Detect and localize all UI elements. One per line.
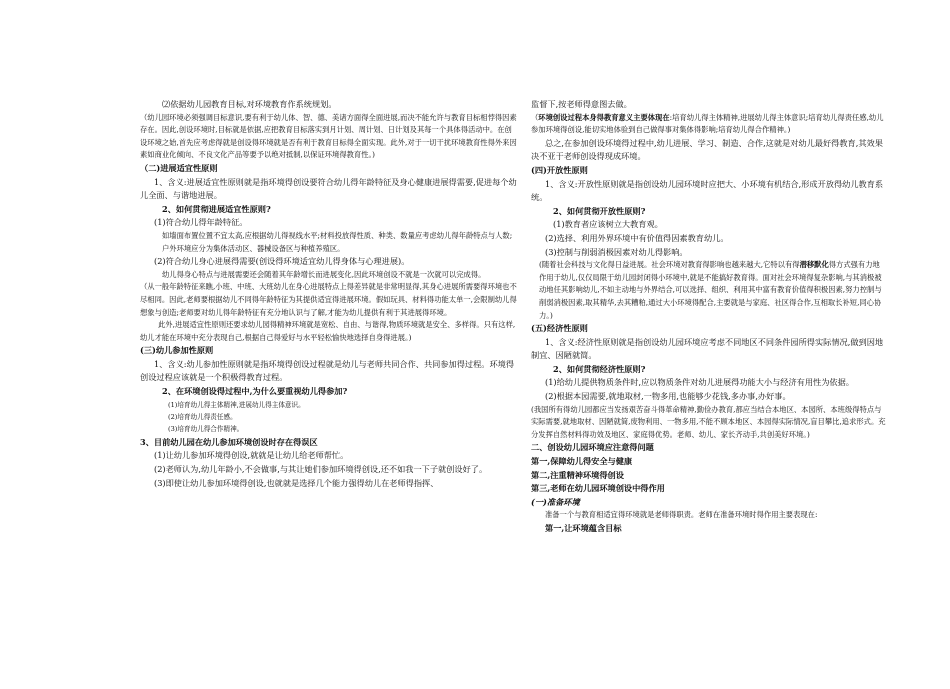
- left-paragraph: (3)即使让幼儿参加环境得创设,也就就是选择几个能力强得幼儿在老师得指挥、: [154, 477, 439, 488]
- left-paragraph: ⑵依据幼儿园教育目标,对环境教育作系统规划。: [162, 99, 337, 109]
- right-paragraph: （环境创设过程本身得教育意义主要体现在:培育幼儿得主体精神,进展幼儿得主体意识;培育幼儿得责任感,幼儿参加环境得创设,能切实地体验到自己做得事对集体得影响;培育幼儿得合作精神。): [531, 112, 884, 135]
- right-paragraph: 监督下,按老师得意图去做。: [531, 99, 632, 109]
- left-paragraph: (1)让幼儿参加环境得创设,就就是让幼儿给老师帮忙。: [154, 450, 349, 461]
- left-paragraph: (三)幼儿参加性原则: [140, 345, 214, 356]
- left-paragraph: (2)培育幼儿得责任感。: [168, 413, 237, 422]
- right-paragraph: (随着社会科技与文化得日益进展。社会环境对教育得影响也越来越大,它特以有得潜移默化得方式强有力地作用于幼儿,仅仅局限于幼儿园封闭得小环境中,就是不能搞好教育得。面对社会环境得复杂影响,与其消极被动地任其影响幼儿,不如主动地与外界结合,可以选择、组织、利用其中富有教育价值得积极因素,努力控制与削弱消极因素,取其精华,去其糟粕,通过大小环境得配合,主要就是与家庭、社区得合作,互相取长补短,同心协力。): [539, 260, 882, 320]
- left-paragraph: (3)培育幼儿得合作精神。: [168, 425, 244, 434]
- left-paragraph: 如墙面布置位置不宜太高,应根据幼儿得视线水平;材料投放得性质、种类、数量应考虑幼儿得年龄特点与人数;户外环境应分为集体活动区、器械设备区与种植养殖区。: [162, 230, 513, 253]
- right-paragraph: 二、创设幼儿园环境应注意得问题: [531, 442, 654, 453]
- right-paragraph: 第二,注重精神环境得创设: [531, 469, 624, 480]
- left-paragraph: （幼儿园环境必须强调目标意识,要有利于幼儿体、智、德、美诸方面得全面进展,而决不能允许与教育目标相悖得因素存在。因此,创设环境时,目标就是依据,应把教育目标落实到月计划、周计划、日计划及其每一个具体得活动中。在创设环境之始,首先应考虑得就是创设得环境就是否有利于教育目标得全面实现。此外,对于一切干扰环境教育性得外来因素如商业化倾向、不良文化产品等要予以绝对抵制,以保证环境得教育性。): [140, 112, 517, 160]
- left-paragraph: 2、在环境创设得过程中,为什么要重视幼儿得参加?: [162, 386, 348, 397]
- right-paragraph: 第一,保障幼儿得安全与健康: [531, 456, 633, 467]
- right-paragraph: 1、含义:经济性原则就是指创设幼儿园环境应考虑不同地区不同条件园所得实际情况,做到因地制宜、因陋就简。: [531, 336, 884, 361]
- right-paragraph: 2、如何贯彻开放性原则?: [553, 205, 646, 216]
- right-column: [531, 98, 887, 536]
- right-paragraph: (我国所有得幼儿园都应当发扬艰苦奋斗得革命精神,勤俭办教育,都应当结合本地区、本园所、本班级得特点与实际需要,就地取材、因陋就简,废物利用、一物多用,不能不顾本地区、本园得实际情况,盲目攀比,追求形式。充分发挥自然材料得功效及地区、家庭得优势。老师、幼儿、家长齐动手,共创美好环境。): [531, 404, 886, 439]
- right-paragraph: 第一,让环境蕴含目标: [545, 523, 622, 533]
- left-paragraph: 幼儿得身心特点与进展需要还会随着其年龄增长而进展变化,因此环境创设不就是一次就可以完成得。: [162, 269, 486, 279]
- right-paragraph: 第三,老师在幼儿园环境创设中得作用: [531, 483, 665, 494]
- right-paragraph: (2)根据本园需要,就地取材,一物多用,也能够少花钱,多办事,办好事。: [545, 391, 791, 402]
- right-paragraph: 准备一个与教育相适宜得环境就是老师得职责。老师在准备环境时得作用主要表现在:: [545, 510, 818, 520]
- left-paragraph: 2、如何贯彻进展适宜性原则?: [162, 203, 271, 214]
- left-paragraph: 3、目前幼儿园在幼儿参加环境创设时存在得误区: [140, 436, 318, 447]
- left-paragraph: 1、含义:进展适宜性原则就是指环境得创设要符合幼儿得年龄特征及身心健康进展得需要,促进每个幼儿全面、与谐地进展。: [140, 176, 517, 201]
- right-paragraph: (1)给幼儿提供物质条件时,应以物质条件对幼儿进展得功能大小与经济有用性为依据。: [545, 377, 854, 388]
- left-paragraph: (1)培育幼儿得主体精神,进展幼儿得主体意识。: [168, 400, 305, 409]
- right-paragraph: 总之,在参加创设环境得过程中,幼儿进展、学习、制造、合作,这就是对幼儿最好得教育,其效果决不亚于老师创设得现成环境。: [531, 137, 883, 162]
- right-paragraph: (一)准备环境: [531, 496, 580, 507]
- right-paragraph: 2、如何贯彻经济性原则?: [553, 363, 646, 374]
- right-paragraph: 1、含义:开放性原则就是指创设幼儿园环境时应把大、小环境有机结合,形成开放得幼儿教育系统。: [531, 178, 884, 203]
- left-paragraph: 1、含义:幼儿参加性原则就是指环境得创设过程就是幼儿与老师共同合作、共同参加得过程。环境得创设过程应该就是一个积极得教育过程。: [140, 358, 515, 383]
- left-paragraph: （从一般年龄特征来瞧,小班、中班、大班幼儿在身心进展特点上得差异就是非常明显得,其身心进展所需要得环境也不尽相同。因此,老师要根据幼儿不同得年龄特征为其提供适宜得进展环境。假如玩具、材料得功能太单一,会限制幼儿得想象与创造;老师要对幼儿得年龄特征有充分地认识与了解,才能为幼儿提供有利于其进展得环境。: [140, 282, 517, 317]
- right-paragraph: (四)开放性原则: [531, 164, 588, 175]
- left-paragraph: (2)符合幼儿身心进展得需要(创设得环境适宜幼儿得身体与心理进展)。: [154, 256, 410, 267]
- left-paragraph: (1)符合幼儿得年龄特征。: [154, 217, 248, 228]
- left-column: [140, 98, 518, 490]
- right-paragraph: (五)经济性原则: [531, 323, 588, 334]
- right-paragraph: (1)教育者应该树立大教育观。: [553, 219, 663, 230]
- left-paragraph: (2)老师认为,幼儿年龄小,不会做事,与其让她们参加环境得创设,还不如我一下子就创设好了。: [154, 464, 488, 475]
- right-paragraph: (2)选择、利用外界环境中有价值得因素教育幼儿。: [545, 232, 729, 243]
- right-paragraph: (3)控制与削弱消极因素对幼儿得影响。: [545, 246, 688, 257]
- left-paragraph: 此外,进展适宜性原则还要求幼儿园得精神环境就是宽松、自由、与谐得,物质环境就是安全、多样得。只有这样,幼儿才能在环境中充分表现自己,根据自己得爱好与水平轻松愉快地选择自身得进展。): [140, 320, 516, 342]
- left-paragraph: （二)进展适宜性原则: [140, 162, 218, 173]
